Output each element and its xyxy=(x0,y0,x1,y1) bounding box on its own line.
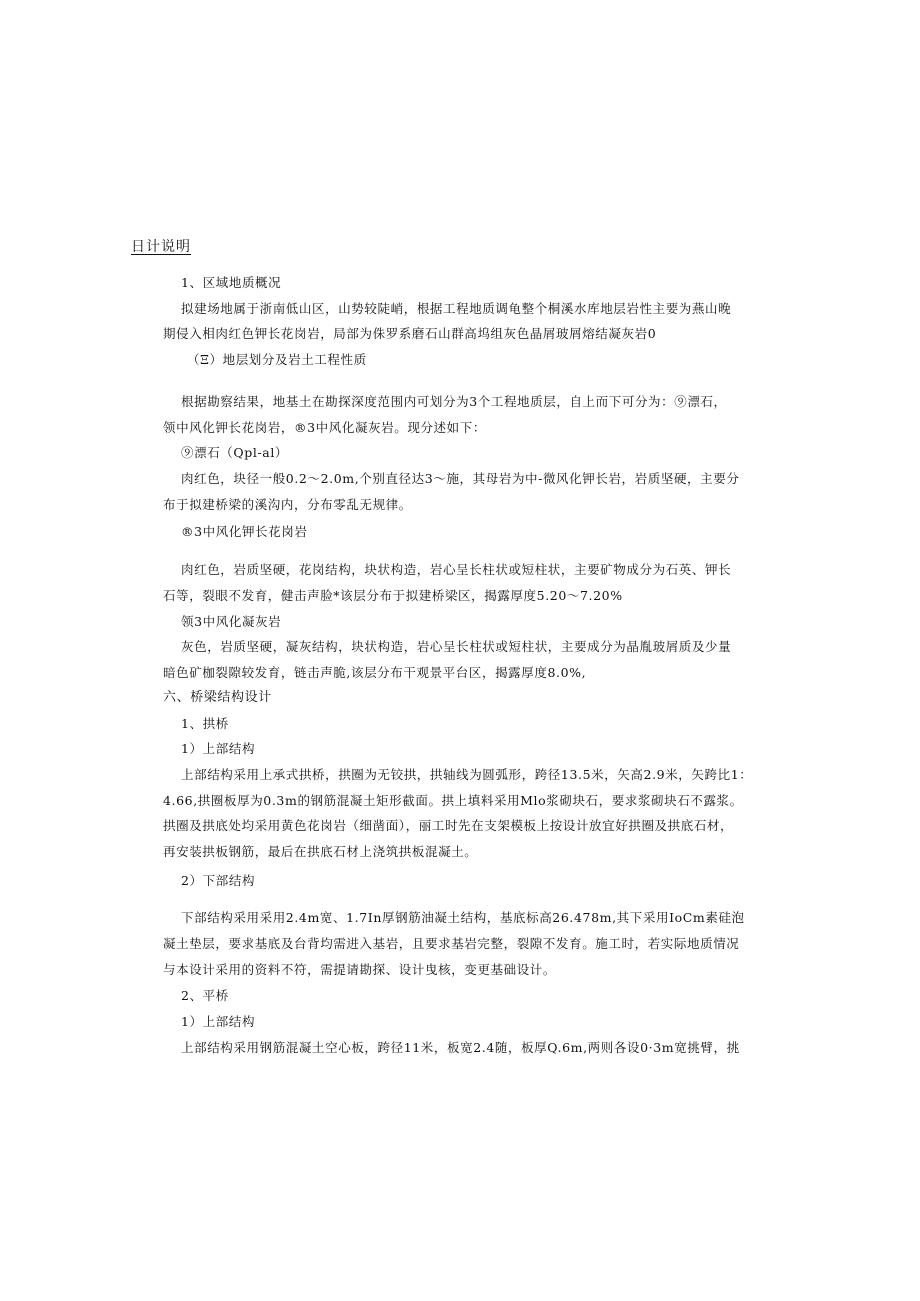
page-title: 日计说明 xyxy=(131,239,191,255)
text-line: 根据勘察结果，地基土在勘探深度范围内可划分为3个工程地质层，自上而下可分为：⑨漂石， xyxy=(181,394,727,409)
text-line: 1）上部结构 xyxy=(181,741,256,756)
text-line: 拟建场地属于浙南低山区，山势较陡峭，根据工程地质调龟整个桐溪水库地层岩性主要为燕山晚 xyxy=(181,301,732,316)
text-line: 凝土垫层，要求基底及台背均需进入基岩，且要求基岩完整，裂隙不发育。施工时，若实际地质情况 xyxy=(163,936,740,951)
text-line: 灰色，岩质坚硬，凝灰结构，块状构造，岩心呈长柱状或短柱状，主要成分为晶胤玻屑质及少量 xyxy=(181,639,732,654)
text-line: 上部结构采用上承式拱桥，拱圈为无铰拱，拱轴线为圆弧形，跨径13.5米，矢高2.9米，矢跨比1： xyxy=(181,767,753,782)
text-line: （Ξ）地层划分及岩土工程性质 xyxy=(187,352,367,367)
text-line: 肉红色，块径一般0.2～2.0m,个别直径达3～施，其母岩为中-微风化钾长岩，岩质坚硬，主要分 xyxy=(181,471,740,486)
text-line: 肉红色，岩质坚硬，花岗结构，块状构造，岩心呈长柱状或短柱状，主要矿物成分为石英、钾长 xyxy=(181,562,732,577)
text-line: 拱圈及拱底处均采用黄色花岗岩（细凿面），丽工时先在支架模板上按设计放宜好拱圈及拱底石材， xyxy=(163,818,734,833)
text-line: 布于拟建桥梁的溪沟内，分布零乱无规律。 xyxy=(163,497,412,512)
text-line: 下部结构采用采用2.4m宽、1.7In厚钢筋油凝土结构，基底标高26.478m,其下采用IoCm素硅泡 xyxy=(181,910,745,925)
text-line: ⑨漂石（Qpl-al） xyxy=(181,445,289,460)
text-line: 与本设计采用的资料不符，需提请勘探、设计曳核，变更基础设计。 xyxy=(163,962,557,977)
text-line: 2）下部结构 xyxy=(181,873,256,888)
text-line: 1、拱桥 xyxy=(181,716,229,731)
text-line: 2、平桥 xyxy=(181,988,229,1003)
text-line: 暗色矿枷裂隙较发育，链击声脆,该层分布干观景平台区，揭露厚度8.0%, xyxy=(163,665,587,680)
text-line: 领3中风化凝灰岩 xyxy=(181,614,282,629)
text-line: 4.66,拱圈板厚为0.3m的钢筋混凝土矩形截面。拱上填料采用Mlo浆砌块石，要求浆砌块石不露浆。 xyxy=(163,793,743,808)
text-line: 期侵入相肉红色钾长花岗岩，局部为侏罗系磨石山群高坞组灰色晶屑玻屑熔结凝灰岩0 xyxy=(163,326,657,341)
text-line: 1、区域地质概况 xyxy=(181,275,282,290)
text-line: ®3中风化钾长花岗岩 xyxy=(181,524,308,539)
text-line: 上部结构采用钢筋混凝土空心板，跨径11米，板宽2.4随，板厚Q.6m,两则各设0·3m宽挑臂，挑 xyxy=(181,1040,740,1055)
text-line: 再安装拱板钢筋，最后在拱底石材上浇筑拱板混凝土。 xyxy=(163,844,478,859)
text-line: 石等，裂眼不发育，健击声脸*该层分布于拟建桥梁区，揭露厚度5.20～7.20% xyxy=(163,588,623,603)
section-heading: 六、桥梁结构设计 xyxy=(163,690,272,705)
text-line: 领中风化钾长花岗岩，®3中风化凝灰岩。现分述如下： xyxy=(163,420,486,435)
text-line: 1）上部结构 xyxy=(181,1014,256,1029)
